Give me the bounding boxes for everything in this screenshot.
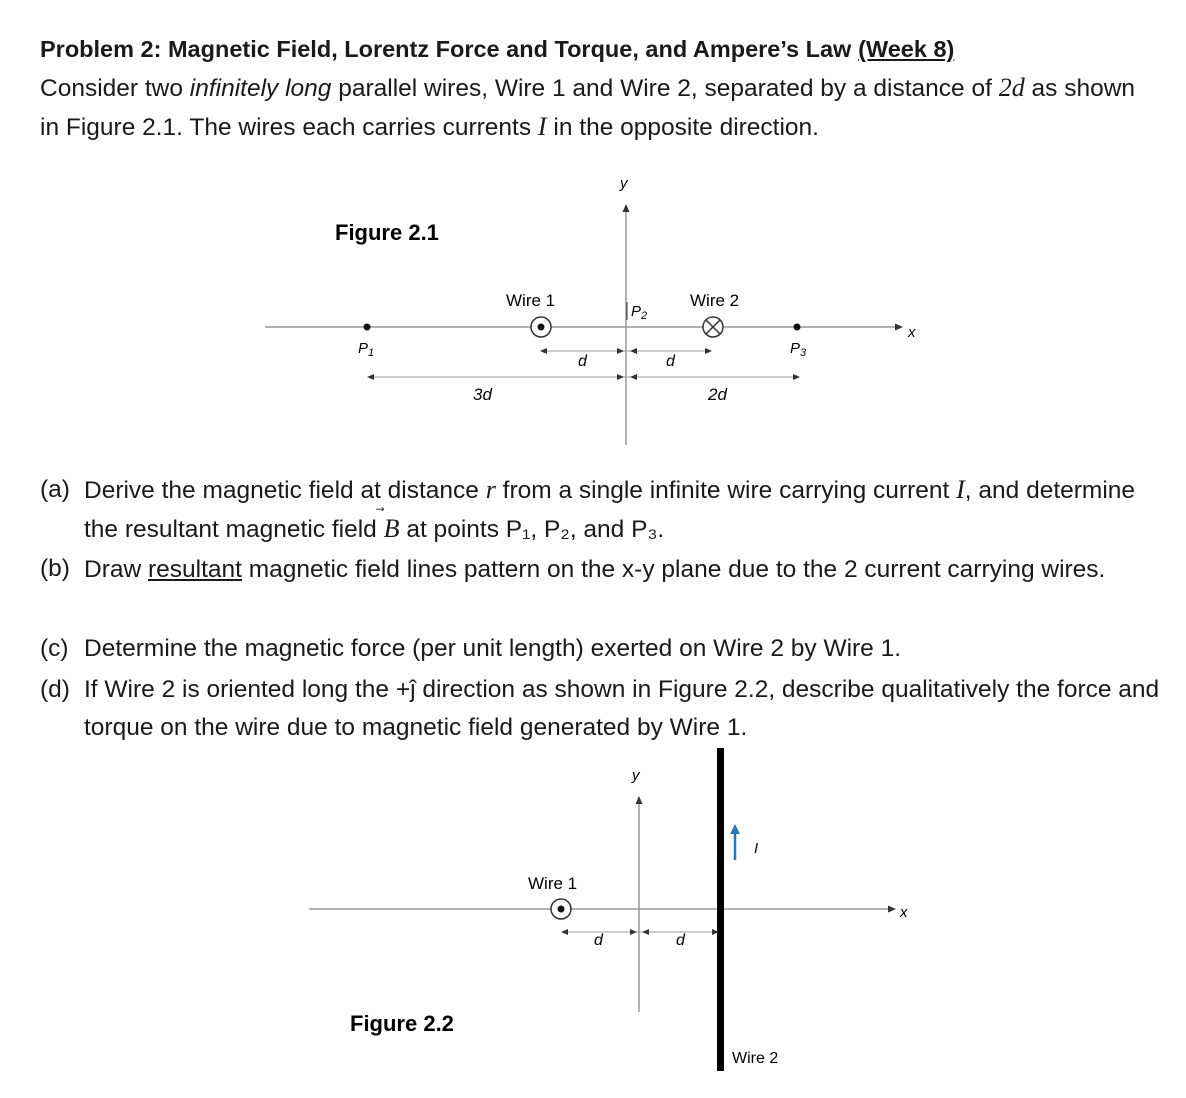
fig2-wire2-label: Wire 2 bbox=[732, 1050, 779, 1067]
intro-emph: infinitely long bbox=[189, 75, 332, 102]
figure-2-1-caption: Figure 2.1 bbox=[335, 220, 439, 245]
question-a bbox=[40, 471, 1160, 549]
fig1-3d-arrow-a bbox=[367, 374, 374, 380]
p3-label: $P_3$ bbox=[790, 340, 807, 359]
problem-intro bbox=[40, 30, 1160, 147]
wire2-into-page-symbol bbox=[703, 317, 723, 337]
question-c bbox=[40, 630, 1160, 668]
question-a-text: Derive the magnetic field at distance r from a single infinite wire carrying current I, and determine the resultant magnetic field B at points P₁, P₂, and P₃. bbox=[84, 475, 1136, 543]
fig1-d-left-label: d bbox=[578, 353, 587, 370]
current-arrow-icon bbox=[730, 824, 740, 834]
intro-text-4: in the opposite direction. bbox=[546, 114, 819, 141]
p1-label: $P_1$ bbox=[358, 340, 375, 359]
fig1-d-right-arrow-a bbox=[630, 348, 637, 354]
fig1-wire2-label: Wire 2 bbox=[690, 291, 740, 310]
fig2-wire1-label: Wire 1 bbox=[528, 874, 578, 893]
week-link[interactable]: (Week 8) bbox=[858, 36, 955, 62]
fig2-d-left-label: d bbox=[594, 932, 603, 949]
fig2-d-right-label: d bbox=[676, 932, 685, 949]
problem-title: Problem 2: Magnetic Field, Lorentz Force and Torque, and Ampere’s Law bbox=[40, 36, 852, 62]
intro-text-1: Consider two bbox=[40, 75, 190, 102]
fig1-y-arrowhead bbox=[623, 204, 630, 212]
fig1-x-label: x bbox=[908, 324, 916, 341]
question-b-label: (b) bbox=[40, 555, 70, 582]
fig1-d-right-arrow-b bbox=[705, 348, 712, 354]
fig2-wire1-out-of-page-symbol bbox=[551, 899, 571, 919]
fig1-d-left-arrow-a bbox=[540, 348, 547, 354]
fig2-current-label: I bbox=[754, 840, 759, 857]
fig1-d-right-label: d bbox=[666, 353, 675, 370]
question-c-label: (c) bbox=[40, 635, 69, 662]
fig1-wire1-label: Wire 1 bbox=[506, 291, 556, 310]
fig2-y-arrowhead bbox=[636, 796, 643, 804]
b-vector-symbol: B bbox=[383, 514, 400, 543]
question-c-text: Determine the magnetic force (per unit length) exerted on Wire 2 by Wire 1. bbox=[84, 635, 902, 662]
fig2-d-right-arrow-a bbox=[642, 929, 649, 935]
fig1-y-label: y bbox=[620, 175, 628, 192]
wire2-cross-b bbox=[706, 320, 720, 334]
intro-distance: 2d bbox=[998, 73, 1025, 102]
point-p3 bbox=[794, 324, 801, 331]
fig2-d-right-arrow-b bbox=[712, 929, 719, 935]
fig1-3d-label: 3d bbox=[473, 385, 492, 404]
fig1-3d-arrow-b bbox=[617, 374, 624, 380]
point-p1 bbox=[364, 324, 371, 331]
fig2-d-left-arrow-a bbox=[561, 929, 568, 935]
fig2-x-arrowhead bbox=[888, 906, 896, 913]
fig1-2d-arrow-b bbox=[793, 374, 800, 380]
p2-label: $P_2$ bbox=[631, 303, 648, 322]
figure-2-2-caption: Figure 2.2 bbox=[350, 1011, 454, 1036]
fig2-d-left-arrow-b bbox=[630, 929, 637, 935]
intro-text-2: parallel wires, Wire 1 and Wire 2, separated by a distance of bbox=[331, 75, 999, 102]
question-a-label: (a) bbox=[40, 476, 70, 503]
fig2-wire2-bar bbox=[717, 748, 724, 1071]
fig1-d-left-arrow-b bbox=[617, 348, 624, 354]
question-b-text: Draw resultant magnetic field lines pattern on the x-y plane due to the 2 current carrying wires. bbox=[84, 556, 1106, 583]
intro-text-3: as shown in Figure 2.1. The wires each carries currents bbox=[40, 75, 1136, 141]
fig2-y-label: y bbox=[632, 767, 640, 784]
intro-current: I bbox=[537, 112, 547, 141]
wire2-cross-a bbox=[706, 320, 720, 334]
question-d bbox=[40, 671, 1160, 747]
question-d-label: (d) bbox=[40, 676, 70, 703]
question-b bbox=[40, 550, 1160, 589]
question-d-text: If Wire 2 is oriented long the +ĵ direction as shown in Figure 2.2, describe qualitatively the force and torque on the wire due to magnetic field generated by Wire 1. bbox=[84, 676, 1160, 741]
fig1-2d-label: 2d bbox=[708, 385, 727, 404]
fig1-x-arrowhead bbox=[895, 324, 903, 331]
wire1-out-of-page-symbol bbox=[531, 317, 551, 337]
fig2-x-label: x bbox=[900, 904, 908, 921]
wire1-dot bbox=[538, 324, 545, 331]
fig1-2d-arrow-a bbox=[630, 374, 637, 380]
fig2-wire1-dot bbox=[558, 906, 565, 913]
